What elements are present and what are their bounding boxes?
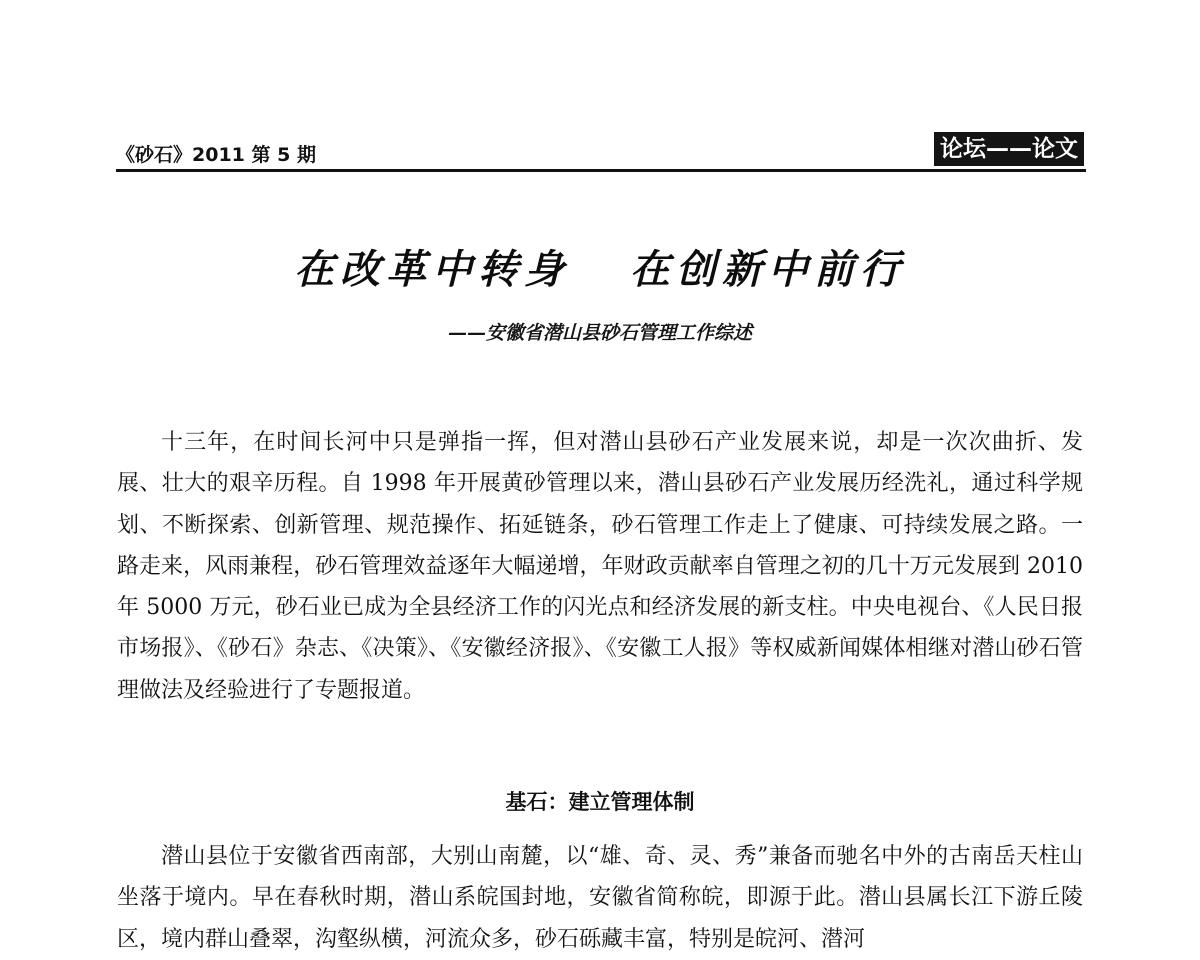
header-divider	[116, 169, 1086, 172]
section-body	[117, 836, 1083, 960]
article-body	[117, 422, 1083, 711]
journal-reference: 《砂石》2011 第 5 期	[116, 144, 316, 166]
section-tag: 论坛——论文	[934, 132, 1084, 166]
article-title: 在改革中转身 在创新中前行	[294, 246, 906, 293]
section-heading: 基石：建立管理体制	[505, 790, 695, 814]
body-paragraph: 潜山县位于安徽省西南部，大别山南麓，以“雄、奇、灵、秀”兼备而驰名中外的古南岳天柱山坐落于境内。早在春秋时期，潜山系皖国封地，安徽省简称皖，即源于此。潜山县属长江下游丘陵区，境内群山叠翠，沟壑纵横，河流众多，砂石砾藏丰富，特别是皖河、潜河	[117, 844, 1083, 952]
page-header	[116, 128, 1086, 172]
body-paragraph: 十三年，在时间长河中只是弹指一挥，但对潜山县砂石产业发展来说，却是一次次曲折、发展、壮大的艰辛历程。自 1998 年开展黄砂管理以来，潜山县砂石产业发展历经洗礼，通过科学规划、不断探索、创新管理、规范操作、拓延链条，砂石管理工作走上了健康、可持续发展之路。一路走来，风雨兼程，砂石管理效益逐年大幅递增，年财政贡献率自管理之初的几十万元发展到 2010 年 5000 万元，砂石业已成为全县经济工作的闪光点和经济发展的新支柱。中央电视台、《人民日报市场报》、《砂石》杂志、《决策》、《安徽经济报》、《安徽工人报》等权威新闻媒体相继对潜山砂石管理做法及经验进行了专题报道。	[117, 430, 1083, 703]
article-subtitle: ——安徽省潜山县砂石管理工作综述	[447, 322, 752, 344]
